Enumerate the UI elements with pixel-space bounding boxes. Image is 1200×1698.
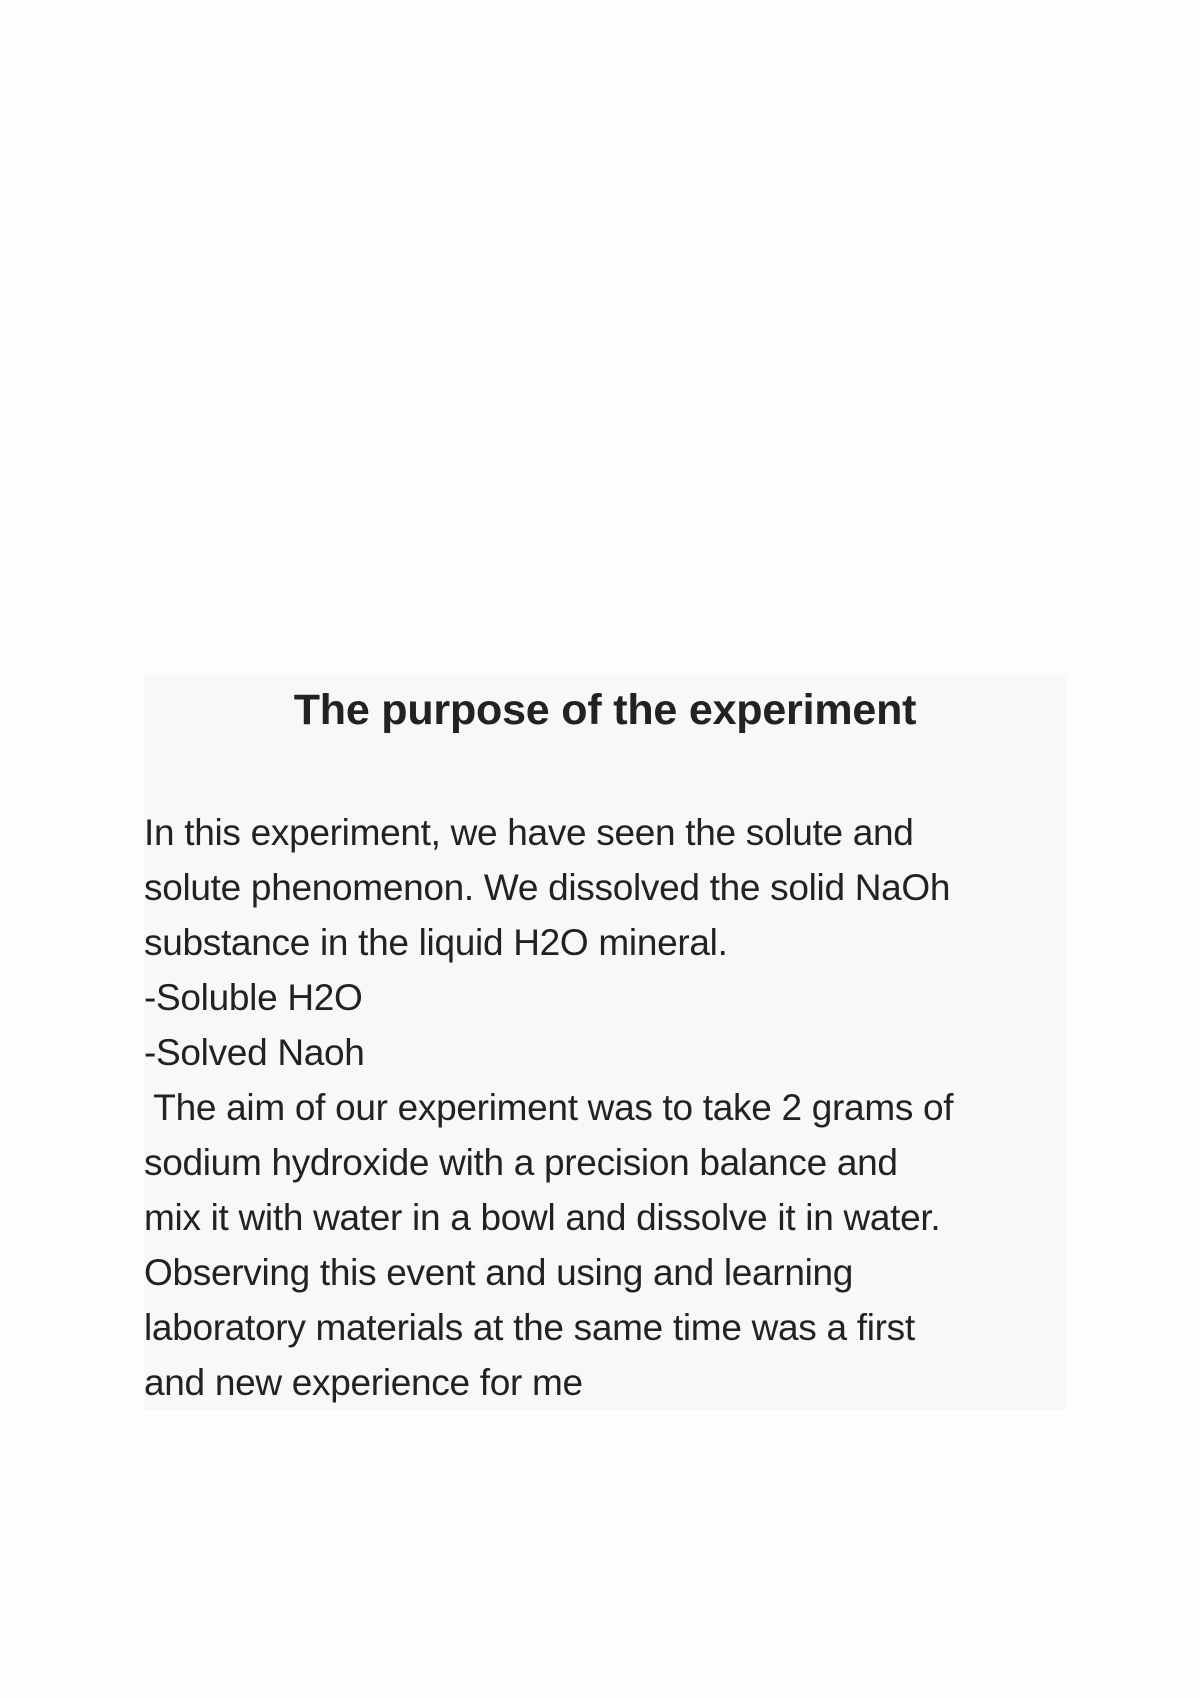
body-line: substance in the liquid H2O mineral. bbox=[144, 922, 728, 963]
body-line: In this experiment, we have seen the solute and bbox=[144, 812, 914, 853]
body-line: and new experience for me bbox=[144, 1362, 583, 1403]
experiment-text-box bbox=[144, 675, 1066, 1410]
body-line: sodium hydroxide with a precision balance and bbox=[144, 1142, 898, 1183]
body-line: laboratory materials at the same time was a first bbox=[144, 1307, 915, 1348]
body-line: solute phenomenon. We dissolved the solid NaOh bbox=[144, 867, 951, 908]
document-body bbox=[144, 805, 1066, 1410]
body-line: mix it with water in a bowl and dissolve it in water. bbox=[144, 1197, 941, 1238]
body-line: Observing this event and using and learning bbox=[144, 1252, 854, 1293]
body-line: -Soluble H2O bbox=[144, 977, 363, 1018]
document-title: The purpose of the experiment bbox=[293, 686, 917, 734]
body-line: -Solved Naoh bbox=[144, 1032, 365, 1073]
body-line: The aim of our experiment was to take 2 grams of bbox=[144, 1087, 954, 1128]
